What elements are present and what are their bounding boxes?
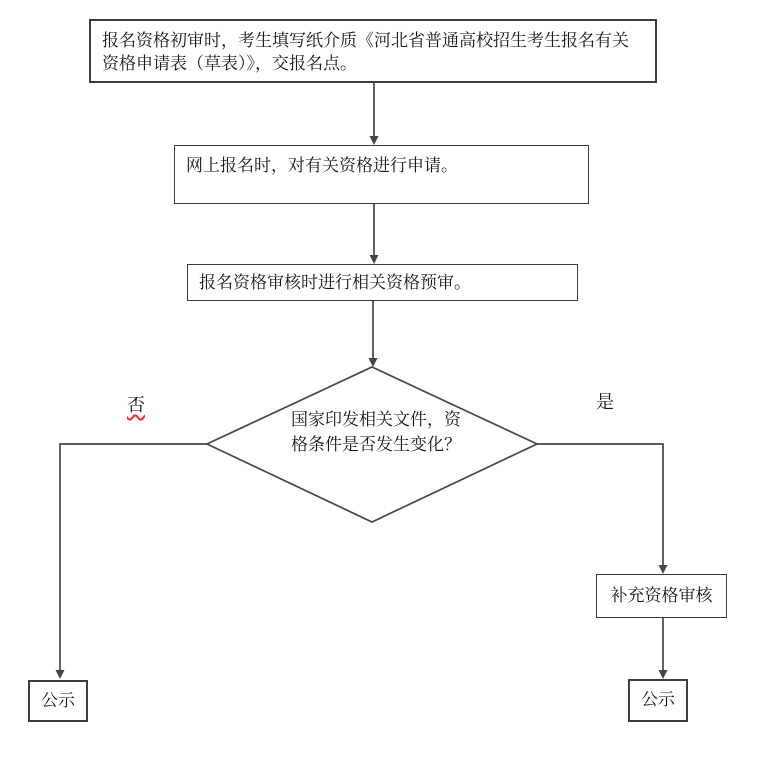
node-publish-left xyxy=(28,680,88,722)
arrowhead-into-supplement xyxy=(659,565,668,574)
node-step1-text: 报名资格初审时，考生填写纸介质《河北省普通高校招生考生报名有关资格申请表（草表）》，交报名点。 xyxy=(102,31,629,74)
node-supplement-review xyxy=(596,574,727,618)
branch-label-yes: 是 xyxy=(596,392,614,413)
arrowhead-into-publish-right xyxy=(659,670,668,679)
node-step3-text: 报名资格审核时进行相关资格预审。 xyxy=(199,273,471,293)
node-publish-right-text: 公示 xyxy=(641,690,675,710)
node-step1-initial-review xyxy=(89,19,657,83)
node-step3-pre-review xyxy=(187,264,578,301)
node-decision-text: 国家印发相关文件，资格条件是否发生变化？ xyxy=(291,410,461,455)
node-publish-left-text: 公示 xyxy=(41,690,75,711)
connector-no-branch xyxy=(60,444,207,672)
arrowhead-into-decision xyxy=(369,358,378,367)
arrowhead-into-step2 xyxy=(370,136,379,145)
connector-yes-branch xyxy=(537,444,663,566)
arrowhead-into-publish-left xyxy=(56,670,65,679)
node-publish-right xyxy=(628,679,688,722)
node-step2-text: 网上报名时，对有关资格进行申请。 xyxy=(186,156,458,176)
arrowhead-into-step3 xyxy=(370,255,379,264)
branch-label-no: 否 xyxy=(127,395,145,416)
node-supplement-text: 补充资格审核 xyxy=(610,585,713,606)
node-step2-online-application xyxy=(174,145,589,204)
